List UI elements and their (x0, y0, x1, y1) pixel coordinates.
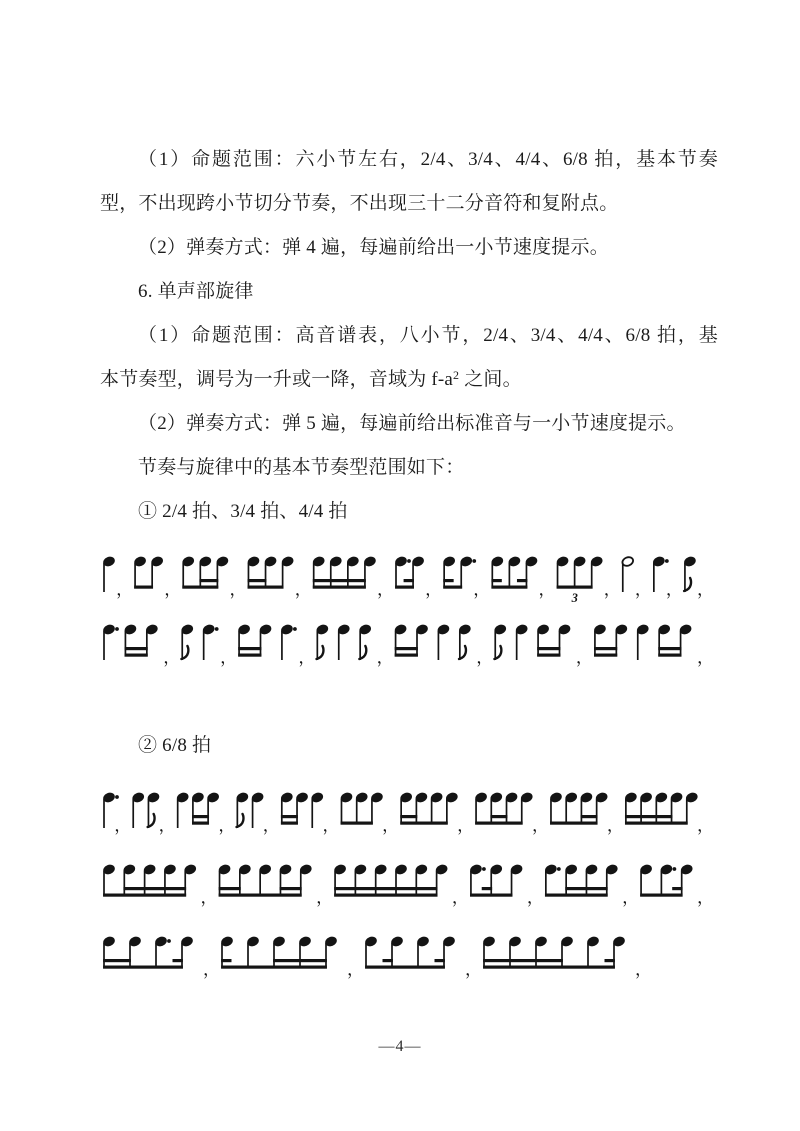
svg-text:，: ， (634, 580, 653, 599)
svg-text:，: ， (451, 888, 470, 907)
svg-text:，: ， (294, 580, 312, 599)
svg-text:，: ， (377, 580, 395, 599)
svg-text:，: ， (203, 960, 221, 979)
svg-text:，: ， (606, 816, 625, 835)
svg-text:，: ， (697, 816, 715, 835)
rhythm-notation-svg (94, 786, 718, 848)
svg-text:，: ， (220, 648, 238, 667)
rhythm-row (100, 858, 718, 920)
svg-text:，: ， (163, 648, 181, 667)
svg-text:，: ， (262, 816, 281, 835)
svg-text:，: ， (526, 888, 545, 907)
svg-text:，: ， (476, 648, 494, 667)
page-number: —4— (378, 1038, 422, 1055)
svg-text:，: ， (457, 816, 475, 835)
paragraph-1-line-2: 型，不出现跨小节切分节奏，不出现三十二分音符和复附点。 (100, 193, 619, 214)
svg-text:，: ， (376, 648, 394, 667)
svg-text:，: ， (697, 888, 715, 907)
superscript-2: 2 (453, 368, 460, 382)
svg-text:，: ， (425, 580, 443, 599)
paragraph-3-line-2-tail: 之间。 (459, 369, 522, 390)
rhythm-row (100, 550, 718, 612)
paragraph-3-line-2 (100, 358, 718, 402)
svg-text:，: ， (200, 888, 218, 907)
paragraph-4: （2）弹奏方式：弹 5 遍，每遍前给出标准音与一小节速度提示。 (138, 413, 686, 434)
svg-text:，: ， (635, 960, 653, 979)
svg-text:，: ， (697, 580, 715, 599)
svg-text:，: ， (575, 648, 594, 667)
rhythm-row (100, 930, 718, 992)
paragraph-5: 节奏与旋律中的基本节奏型范围如下： (138, 457, 465, 478)
rhythm-notation-svg (94, 930, 718, 992)
svg-text:，: ， (473, 580, 491, 599)
list-item-6-heading: 6. 单声部旋律 (138, 281, 254, 302)
rhythm-section-2-label: ② 6/8 拍 (138, 735, 212, 756)
svg-text:，: ， (347, 960, 365, 979)
paragraph-2: （2）弹奏方式：弹 4 遍，每遍前给出一小节速度提示。 (138, 237, 609, 258)
svg-text:，: ， (531, 816, 550, 835)
svg-text:3: 3 (571, 591, 579, 605)
rhythm-notation-svg (94, 550, 718, 612)
svg-text:，: ， (322, 816, 340, 835)
rhythm-section-1-label: ① 2/4 拍、3/4 拍、4/4 拍 (138, 501, 348, 522)
svg-text:，: ， (116, 580, 134, 599)
svg-text:，: ， (229, 580, 247, 599)
svg-text:，: ， (382, 816, 400, 835)
rhythm-notation-svg (94, 858, 718, 920)
svg-text:，: ， (316, 888, 334, 907)
rhythm-notation-svg (94, 618, 718, 680)
svg-text:，: ， (538, 580, 556, 599)
svg-text:，: ， (114, 816, 132, 835)
rhythm-row (100, 786, 718, 848)
svg-text:，: ， (622, 888, 640, 907)
svg-text:，: ， (298, 648, 316, 667)
svg-text:，: ， (465, 960, 483, 979)
svg-text:，: ， (158, 816, 176, 835)
svg-text:，: ， (665, 580, 684, 599)
svg-text:，: ， (164, 580, 182, 599)
paragraph-3-line-2-text: 本节奏型，调号为一升或一降，音域为 f-a (100, 369, 454, 390)
paragraph-3-line-1: （1）命题范围：高音谱表，八小节，2/4、3/4、4/4、6/8 拍，基 (138, 325, 718, 346)
svg-text:，: ， (603, 580, 621, 599)
rhythm-row (100, 618, 718, 680)
paragraph-1-line-1: （1）命题范围：六小节左右，2/4、3/4、4/4、6/8 拍，基本节奏 (138, 149, 718, 170)
svg-text:，: ， (218, 816, 236, 835)
svg-text:，: ， (697, 648, 715, 667)
text-content (100, 138, 718, 992)
